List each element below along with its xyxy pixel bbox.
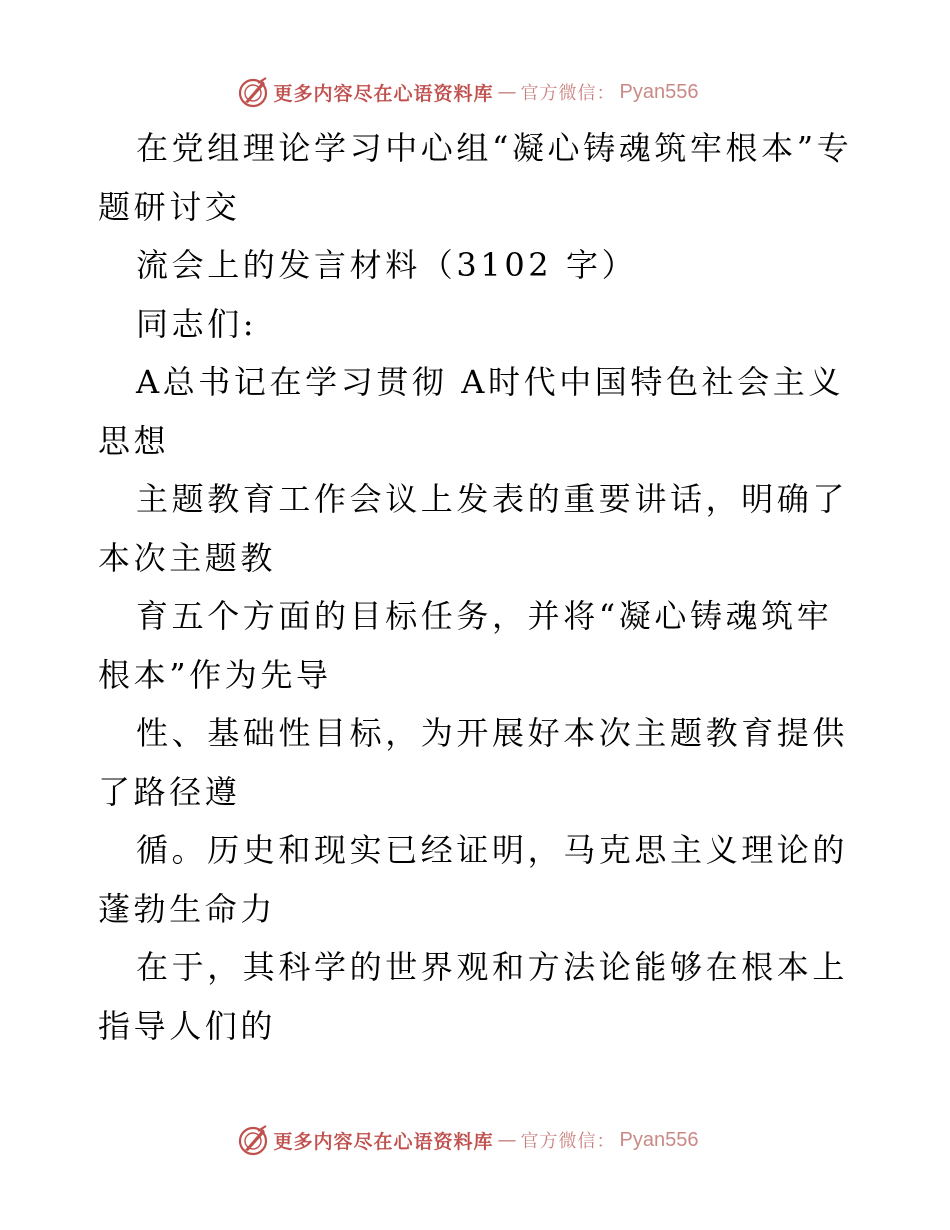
paragraph-body-1: A总书记在学习贯彻 A时代中国特色社会主义思想 <box>98 363 844 460</box>
banner-content <box>236 75 699 109</box>
paragraph-title-part2: 流会上的发言材料（3102 字） <box>136 246 638 284</box>
banner-title: 更多内容尽在心语资料库 <box>273 1130 494 1153</box>
banner-official-label: 官方微信： <box>520 83 616 104</box>
paragraph-body-3: 育五个方面的目标任务，并将“凝心铸魂筑牢根本”作为先导 <box>98 597 833 694</box>
quill-logo-icon <box>236 1123 270 1157</box>
banner-wechat-id: Pyan556 <box>619 80 699 103</box>
footer-watermark-banner <box>0 1120 950 1160</box>
paragraph-body-2: 主题教育工作会议上发表的重要讲话，明确了本次主题教 <box>98 480 849 577</box>
header-watermark-banner <box>0 72 950 112</box>
paragraph-body-4: 性、基础性目标，为开展好本次主题教育提供了路径遵 <box>98 714 849 811</box>
paragraph-body-5: 循。历史和现实已经证明，马克思主义理论的蓬勃生命力 <box>98 831 849 928</box>
quill-logo-icon <box>236 75 270 109</box>
banner-wechat-id: Pyan556 <box>619 1128 699 1151</box>
document-body <box>98 119 854 1055</box>
paragraph-salutation: 同志们: <box>136 304 258 343</box>
banner-official-label: 官方微信： <box>520 1131 616 1152</box>
paragraph-title-part1: 在党组理论学习中心组“凝心铸魂筑牢根本”专题研讨交 <box>98 129 853 226</box>
banner-title: 更多内容尽在心语资料库 <box>273 82 494 105</box>
banner-dash: — <box>497 1129 517 1151</box>
paragraph-body-6: 在于，其科学的世界观和方法论能够在根本上指导人们的 <box>98 948 849 1045</box>
banner-content <box>236 1123 699 1157</box>
banner-dash: — <box>497 81 517 103</box>
